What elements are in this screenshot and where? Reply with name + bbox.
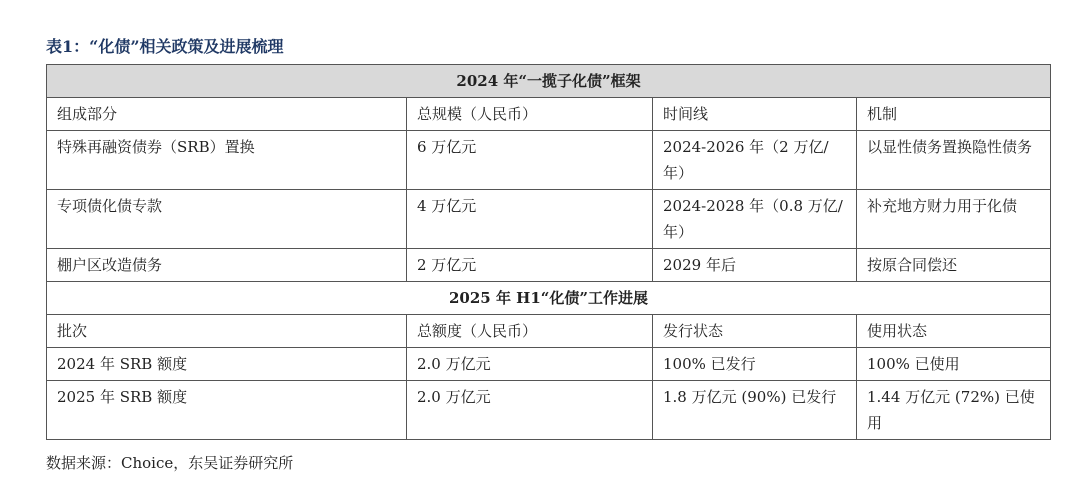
table-cell: 2024-2026 年（2 万亿/年） <box>653 131 857 190</box>
table-cell: 特殊再融资债券（SRB）置换 <box>47 131 407 190</box>
table-cell: 棚户区改造债务 <box>47 249 407 282</box>
table-cell: 2024 年 SRB 额度 <box>47 348 407 381</box>
table-cell: 4 万亿元 <box>407 190 653 249</box>
table-row <box>47 249 1051 282</box>
column-header-row <box>47 315 1051 348</box>
table-row <box>47 348 1051 381</box>
table-cell: 2.0 万亿元 <box>407 348 653 381</box>
table-row <box>47 381 1051 440</box>
table-row <box>47 131 1051 190</box>
header-cell: 批次 <box>47 315 407 348</box>
header-cell: 组成部分 <box>47 98 407 131</box>
header-cell: 时间线 <box>653 98 857 131</box>
section-title-row <box>47 65 1051 98</box>
header-cell: 总额度（人民币） <box>407 315 653 348</box>
table-cell: 1.44 万亿元 (72%) 已使用 <box>857 381 1051 440</box>
table-cell: 6 万亿元 <box>407 131 653 190</box>
section1-title: 2024 年“一揽子化债”框架 <box>47 65 1051 98</box>
table-cell: 2024-2028 年（0.8 万亿/年） <box>653 190 857 249</box>
table-cell: 2 万亿元 <box>407 249 653 282</box>
header-cell: 机制 <box>857 98 1051 131</box>
column-header-row <box>47 98 1051 131</box>
section2-title: 2025 年 H1“化债”工作进展 <box>47 282 1051 315</box>
table-cell: 专项债化债专款 <box>47 190 407 249</box>
source-note: 数据来源：Choice，东吴证券研究所 <box>46 454 294 472</box>
section-title-row <box>47 282 1051 315</box>
header-cell: 总规模（人民币） <box>407 98 653 131</box>
table-cell: 1.8 万亿元 (90%) 已发行 <box>653 381 857 440</box>
table-cell: 补充地方财力用于化债 <box>857 190 1051 249</box>
table-cell: 以显性债务置换隐性债务 <box>857 131 1051 190</box>
header-cell: 发行状态 <box>653 315 857 348</box>
table-cell: 100% 已使用 <box>857 348 1051 381</box>
table-cell: 2025 年 SRB 额度 <box>47 381 407 440</box>
policy-table <box>46 64 1051 440</box>
table-cell: 100% 已发行 <box>653 348 857 381</box>
table-cell: 按原合同偿还 <box>857 249 1051 282</box>
table-row <box>47 190 1051 249</box>
header-cell: 使用状态 <box>857 315 1051 348</box>
table-caption: 表1：“化债”相关政策及进展梳理 <box>46 37 284 56</box>
table-cell: 2.0 万亿元 <box>407 381 653 440</box>
table-cell: 2029 年后 <box>653 249 857 282</box>
